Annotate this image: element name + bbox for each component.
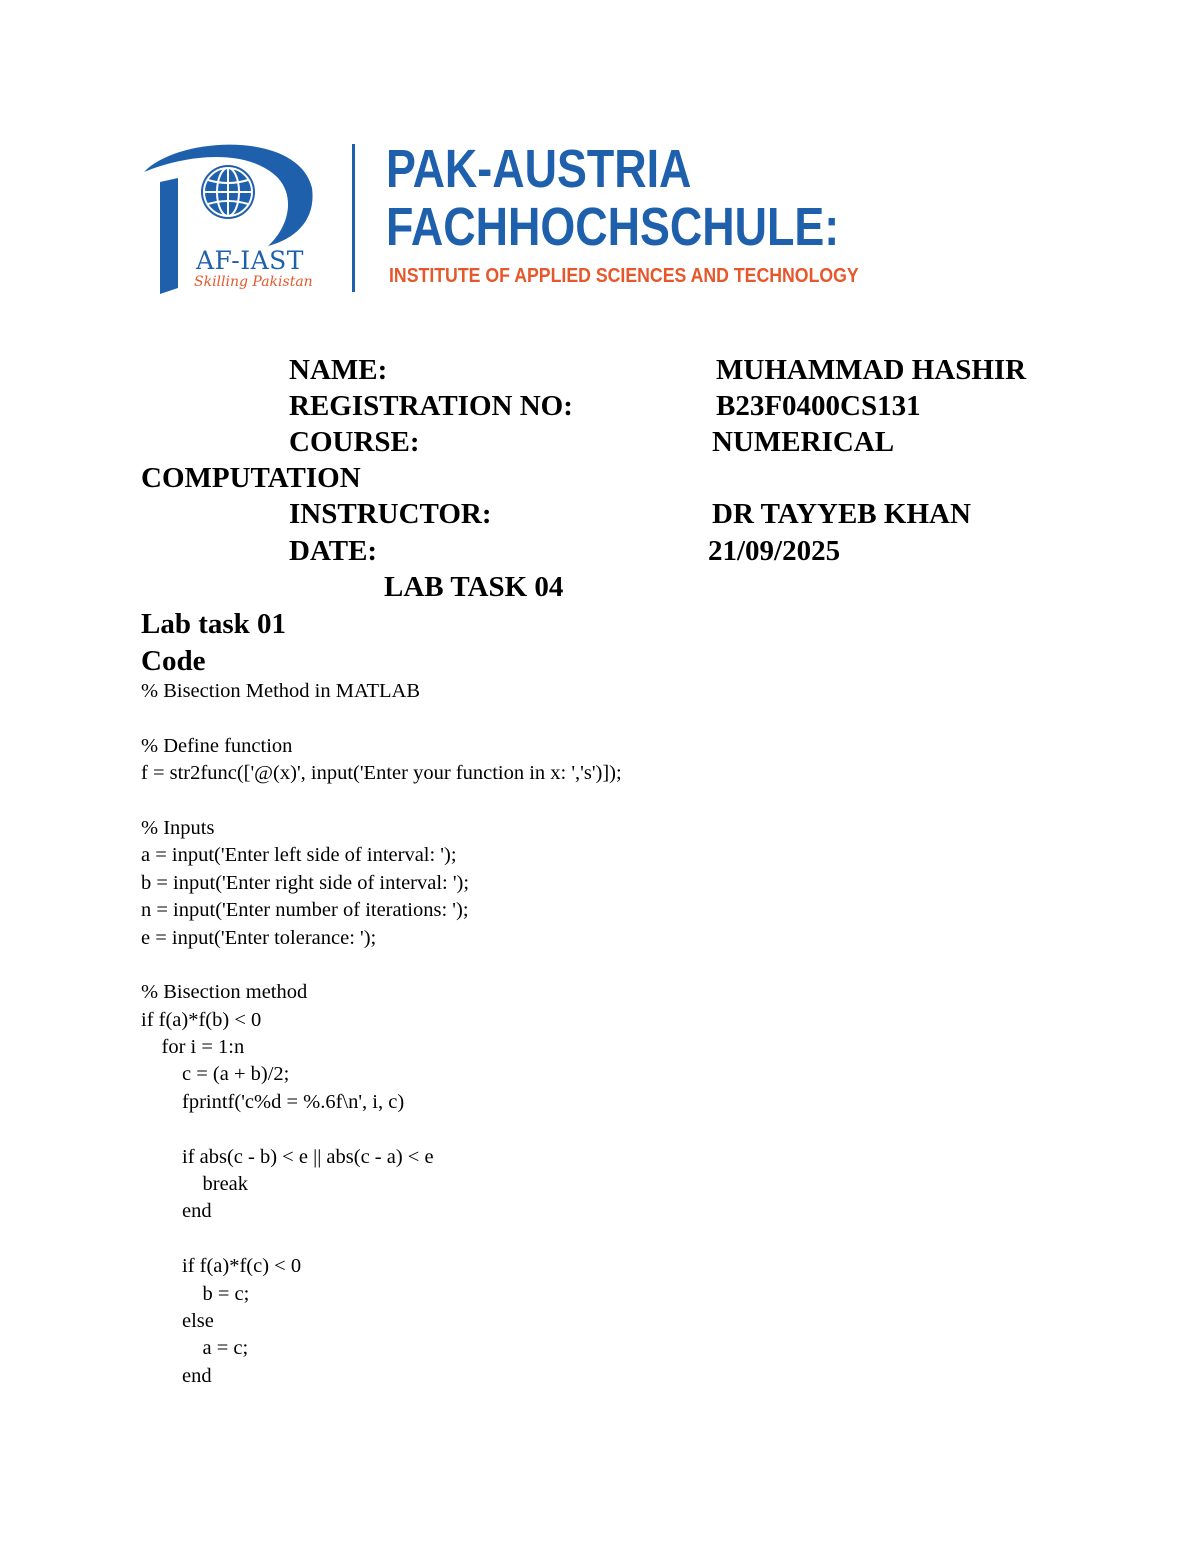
code-line: if f(a)*f(b) < 0	[141, 1008, 262, 1031]
code-line: end	[141, 1364, 212, 1387]
code-line: if abs(c - b) < e || abs(c - a) < e	[141, 1145, 434, 1168]
course-value-continued: COMPUTATION	[141, 462, 361, 494]
code-line	[141, 788, 1041, 815]
code-line: % Define function	[141, 734, 293, 757]
logo-title-line2: FACHHOCHSCHULE:	[386, 197, 840, 257]
code-line: % Bisection method	[141, 981, 308, 1004]
logo-title-line1: PAK-AUSTRIA	[386, 139, 692, 199]
date-label: DATE:	[289, 535, 378, 567]
code-block	[141, 678, 1041, 1390]
registration-label: REGISTRATION NO:	[289, 390, 573, 422]
logo-subtitle: INSTITUTE OF APPLIED SCIENCES AND TECHNOLOGY	[389, 265, 859, 287]
date-value: 21/09/2025	[708, 535, 841, 567]
course-value: NUMERICAL	[712, 426, 895, 458]
university-logo	[138, 138, 858, 298]
code-line	[141, 1116, 1041, 1143]
logo-divider	[352, 144, 355, 292]
code-line: break	[141, 1173, 249, 1196]
instructor-label: INSTRUCTOR:	[289, 498, 492, 530]
code-line: a = c;	[141, 1337, 249, 1360]
code-line: b = c;	[141, 1282, 250, 1305]
code-line: f = str2func(['@(x)', input('Enter your function in x: ','s')]);	[141, 762, 622, 785]
name-label: NAME:	[289, 354, 388, 386]
code-line	[141, 952, 1041, 979]
code-line	[141, 1226, 1041, 1253]
code-line: c = (a + b)/2;	[141, 1063, 290, 1086]
code-line: % Bisection Method in MATLAB	[141, 680, 421, 702]
code-line	[141, 705, 1041, 732]
code-line: a = input('Enter left side of interval: ');	[141, 844, 457, 867]
code-line: if f(a)*f(c) < 0	[141, 1255, 302, 1278]
code-line: else	[141, 1309, 214, 1332]
code-line: n = input('Enter number of iterations: ');	[141, 899, 469, 922]
task-heading: Lab task 01	[141, 608, 287, 640]
code-line: b = input('Enter right side of interval: ');	[141, 871, 470, 894]
code-line: for i = 1:n	[141, 1036, 245, 1059]
lab-title: LAB TASK 04	[384, 571, 564, 603]
logo-short-name: AF-IAST	[196, 246, 304, 275]
logo-tagline: Skilling Pakistan	[194, 274, 313, 290]
instructor-value: DR TAYYEB KHAN	[712, 498, 971, 530]
course-label: COURSE:	[289, 426, 420, 458]
registration-value: B23F0400CS131	[716, 390, 921, 422]
code-line: end	[141, 1200, 212, 1223]
code-line: fprintf('c%d = %.6f\n', i, c)	[141, 1090, 405, 1113]
code-line: % Inputs	[141, 816, 215, 839]
code-heading: Code	[141, 645, 206, 677]
code-line: e = input('Enter tolerance: ');	[141, 926, 377, 949]
name-value: MUHAMMAD HASHIR	[716, 354, 1027, 386]
